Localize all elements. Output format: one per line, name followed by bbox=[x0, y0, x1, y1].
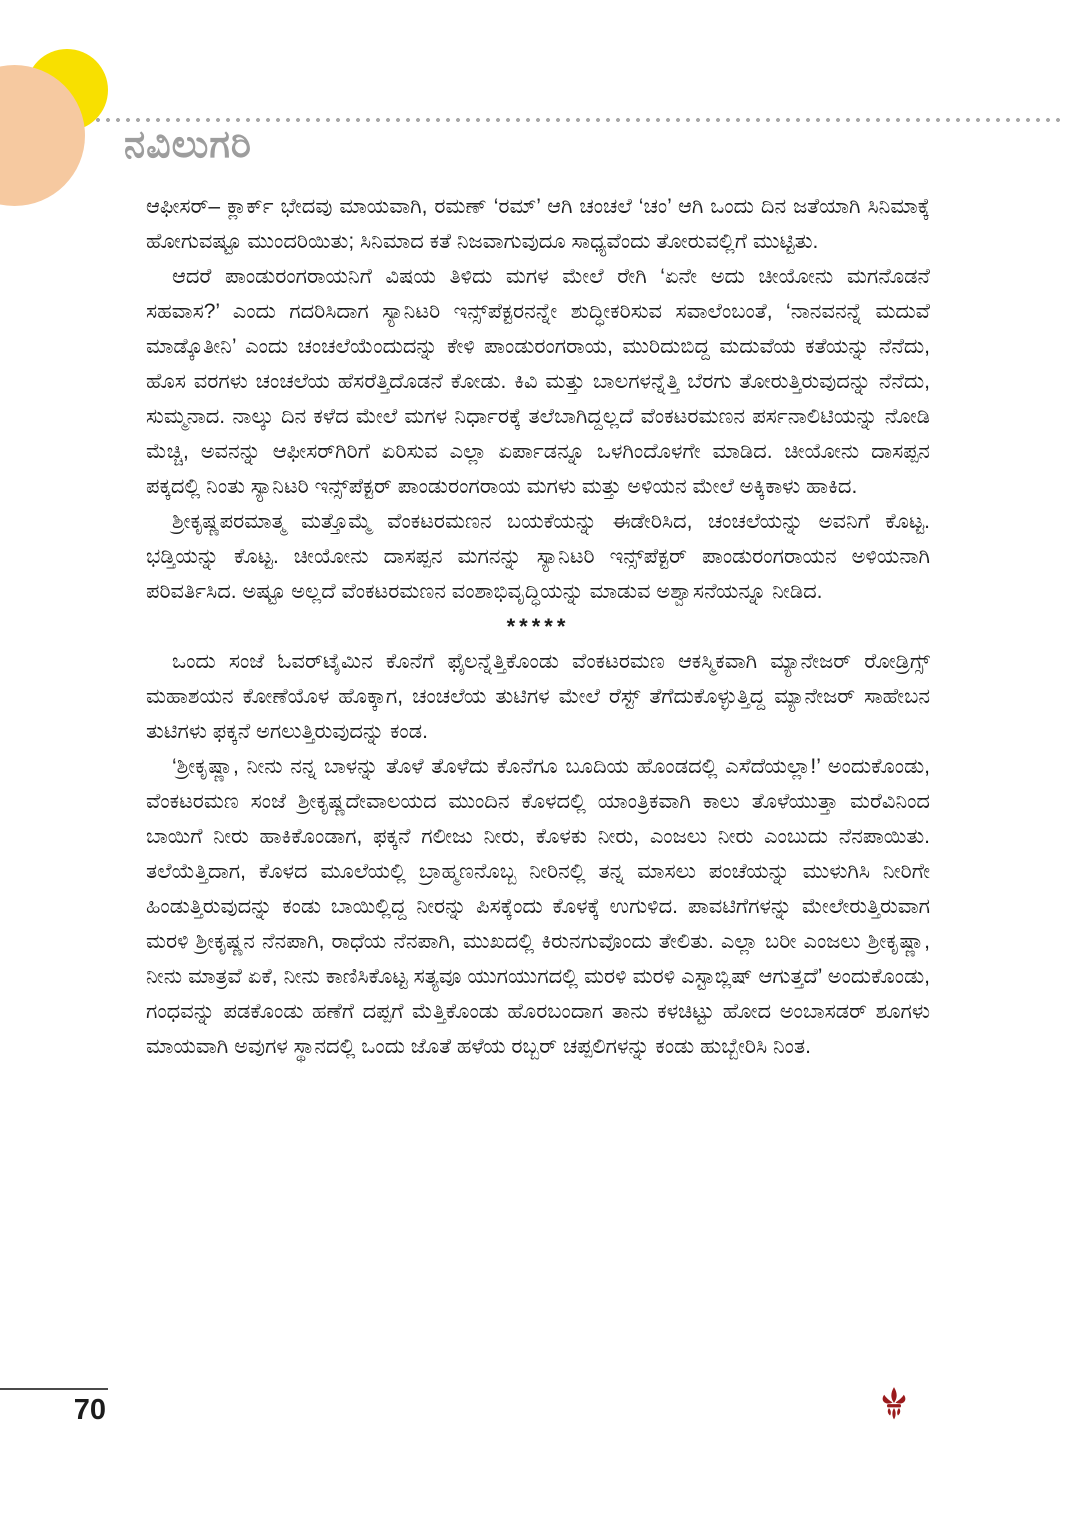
paragraph-5: ‘ಶ್ರೀಕೃಷ್ಣಾ, ನೀನು ನನ್ನ ಬಾಳನ್ನು ತೊಳೆ ತೊಳೆದು ಕೊನೆಗೂ ಬೂದಿಯ ಹೊಂಡದಲ್ಲಿ ಎಸೆದೆಯಲ್ಲಾ!’ ಅಂದುಕೊಂಡು, ವೆಂಕಟರಮಣ ಸಂಜೆ ಶ್ರೀಕೃಷ್ಣದೇವಾಲಯದ ಮುಂದಿನ ಕೊಳದಲ್ಲಿ ಯಾಂತ್ರಿಕವಾಗಿ ಕಾಲು ತೊಳೆಯುತ್ತಾ ಮರೆವಿನಿಂದ ಬಾಯಿಗೆ ನೀರು ಹಾಕಿಕೊಂಡಾಗ, ಫಕ್ಕನೆ ಗಲೀಜು ನೀರು, ಕೊಳಕು ನೀರು, ಎಂಜಲು ನೀರು ಎಂಬುದು ನೆನಪಾಯಿತು. ತಲೆಯೆತ್ತಿದಾಗ, ಕೊಳದ ಮೂಲೆಯಲ್ಲಿ ಬ್ರಾಹ್ಮಣನೊಬ್ಬ ನೀರಿನಲ್ಲಿ ತನ್ನ ಮಾಸಲು ಪಂಚೆಯನ್ನು ಮುಳುಗಿಸಿ ನೀರಿಗೇ ಹಿಂಡುತ್ತಿರುವುದನ್ನು ಕಂಡು ಬಾಯಿಲ್ಲಿದ್ದ ನೀರನ್ನು ಪಿಸಕ್ಕೆಂದು ಕೊಳಕ್ಕೆ ಉಗುಳಿದ. ಪಾವಟಿಗೆಗಳನ್ನು ಮೇಲೇರುತ್ತಿರುವಾಗ ಮರಳಿ ಶ್ರೀಕೃಷ್ಣನ ನೆನಪಾಗಿ, ರಾಧೆಯ ನೆನಪಾಗಿ, ಮುಖದಲ್ಲಿ ಕಿರುನಗುವೊಂದು ತೇಲಿತು. ಎಲ್ಲಾ ಬರೀ ಎಂಜಲು ಶ್ರೀಕೃಷ್ಣಾ, ನೀನು ಮಾತ್ರವೆ ಏಕೆ, ನೀನು ಕಾಣಿಸಿಕೊಟ್ಟ ಸತ್ಯವೂ ಯುಗಯುಗದಲ್ಲಿ ಮರಳಿ ಮರಳಿ ಎಸ್ಟಾಬ್ಲಿಷ್ ಆಗುತ್ತದೆ’ ಅಂದುಕೊಂಡು, ಗಂಧವನ್ನು ಪಡಕೊಂಡು ಹಣೆಗೆ ದಪ್ಪಗೆ ಮೆತ್ತಿಕೊಂಡು ಹೊರಬಂದಾಗ ತಾನು ಕಳಚಿಟ್ಟು ಹೋದ ಅಂಬಾಸಡರ್ ಶೂಗಳು ಮಾಯವಾಗಿ ಅವುಗಳ ಸ್ಥಾನದಲ್ಲಿ ಒಂದು ಜೊತೆ ಹಳೆಯ ರಬ್ಬರ್ ಚಪ್ಪಲಿಗಳನ್ನು ಕಂಡು ಹುಬ್ಬೇರಿಸಿ ನಿಂತ. bbox=[146, 755, 930, 1058]
section-separator: ***** bbox=[506, 614, 570, 639]
story-text bbox=[146, 189, 930, 1064]
paragraph-2: ಆದರೆ ಪಾಂಡುರಂಗರಾಯನಿಗೆ ವಿಷಯ ತಿಳಿದು ಮಗಳ ಮೇಲೆ ರೇಗಿ ‘ಏನೇ ಅದು ಚೀಯೋನು ಮಗನೊಡನೆ ಸಹವಾಸ?’ ಎಂದು ಗದರಿಸಿದಾಗ ಸ್ಯಾನಿಟರಿ ಇನ್ಸ್‌ಪೆಕ್ಟರನನ್ನೇ ಶುದ್ಧೀಕರಿಸುವ ಸವಾಲೆಂಬಂತೆ, ‘ನಾನವನನ್ನೆ ಮದುವೆ ಮಾಡ್ಕೊತೀನಿ’ ಎಂದು ಚಂಚಲೆಯೆಂದುದನ್ನು ಕೇಳಿ ಪಾಂಡುರಂಗರಾಯ, ಮುರಿದುಬಿದ್ದ ಮದುವೆಯ ಕತೆಯನ್ನು ನೆನೆದು, ಹೊಸ ವರಗಳು ಚಂಚಲೆಯ ಹೆಸರೆತ್ತಿದೊಡನೆ ಕೋಡು. ಕಿವಿ ಮತ್ತು ಬಾಲಗಳನ್ನೆತ್ತಿ ಬೆರಗು ತೋರುತ್ತಿರುವುದನ್ನು ನೆನೆದು, ಸುಮ್ಮನಾದ. ನಾಲ್ಕು ದಿನ ಕಳೆದ ಮೇಲೆ ಮಗಳ ನಿರ್ಧಾರಕ್ಕೆ ತಲೆಬಾಗಿದ್ದಲ್ಲದೆ ವೆಂಕಟರಮಣನ ಪರ್ಸನಾಲಿಟಿಯನ್ನು ನೋಡಿ ಮೆಚ್ಚಿ, ಅವನನ್ನು ಆಫೀಸರ್‌ಗಿರಿಗೆ ಏರಿಸುವ ಎಲ್ಲಾ ಏರ್ಪಾಡನ್ನೂ ಒಳಗಿಂದೊಳಗೇ ಮಾಡಿದ. ಚೀಯೋನು ದಾಸಪ್ಪನ ಪಕ್ಕದಲ್ಲಿ ನಿಂತು ಸ್ಯಾನಿಟರಿ ಇನ್ಸ್‌ಪೆಕ್ಟರ್ ಪಾಂಡುರಂಗರಾಯ ಮಗಳು ಮತ್ತು ಅಳಿಯನ ಮೇಲೆ ಅಕ್ಕಿಕಾಳು ಹಾಕಿದ. bbox=[146, 265, 930, 498]
paragraph-1: ಆಫೀಸರ್– ಕ್ಲಾರ್ಕ್ ಭೇದವು ಮಾಯವಾಗಿ, ರಮಣ್ ‘ರಮ್’ ಆಗಿ ಚಂಚಲೆ ‘ಚಂ’ ಆಗಿ ಒಂದು ದಿನ ಜತೆಯಾಗಿ ಸಿನಿಮಾಕ್ಕೆ ಹೋಗುವಷ್ಟೂ ಮುಂದರಿಯಿತು; ಸಿನಿಮಾದ ಕತೆ ನಿಜವಾಗುವುದೂ ಸಾಧ್ಯವೆಂದು ತೋರುವಲ್ಲಿಗೆ ಮುಟ್ಟಿತು. bbox=[146, 195, 930, 253]
fleur-de-lis-icon bbox=[882, 1387, 906, 1420]
chapter-title: ನವಿಲುಗರಿ bbox=[124, 124, 252, 166]
footer-rule bbox=[0, 1388, 108, 1390]
paragraph-4: ಒಂದು ಸಂಜೆ ಓವರ್‌ಟೈಮಿನ ಕೊನೆಗೆ ಫೈಲನ್ನೆತ್ತಿಕೊಂಡು ವೆಂಕಟರಮಣ ಆಕಸ್ಮಿಕವಾಗಿ ಮ್ಯಾನೇಜರ್ ರೋಡ್ರಿಗ್ಸ್ ಮಹಾಶಯನ ಕೋಣೆಯೊಳ ಹೊಕ್ಕಾಗ, ಚಂಚಲೆಯ ತುಟಿಗಳ ಮೇಲೆ ರೆಸ್ಟ್ ತೆಗೆದುಕೊಳ್ಳುತ್ತಿದ್ದ ಮ್ಯಾನೇಜರ್ ಸಾಹೇಬನ ತುಟಿಗಳು ಫಕ್ಕನೆ ಅಗಲುತ್ತಿರುವುದನ್ನು ಕಂಡ. bbox=[146, 650, 930, 743]
page-number: 70 bbox=[73, 1394, 106, 1426]
paragraph-3: ಶ್ರೀಕೃಷ್ಣಪರಮಾತ್ಮ ಮತ್ತೊಮ್ಮೆ ವೆಂಕಟರಮಣನ ಬಯಕೆಯನ್ನು ಈಡೇರಿಸಿದ, ಚಂಚಲೆಯನ್ನು ಅವನಿಗೆ ಕೊಟ್ಟ. ಭಡ್ತಿಯನ್ನು ಕೊಟ್ಟ. ಚೀಯೋನು ದಾಸಪ್ಪನ ಮಗನನ್ನು ಸ್ಯಾನಿಟರಿ ಇನ್ಸ್‌ಪೆಕ್ಟರ್ ಪಾಂಡುರಂಗರಾಯನ ಅಳಿಯನಾಗಿ ಪರಿವರ್ತಿಸಿದ. ಅಷ್ಟೂ ಅಲ್ಲದೆ ವೆಂಕಟರಮಣನ ವಂಶಾಭಿವೃದ್ಧಿಯನ್ನು ಮಾಡುವ ಅಶ್ವಾಸನೆಯನ್ನೂ ನೀಡಿದ. bbox=[146, 510, 930, 603]
